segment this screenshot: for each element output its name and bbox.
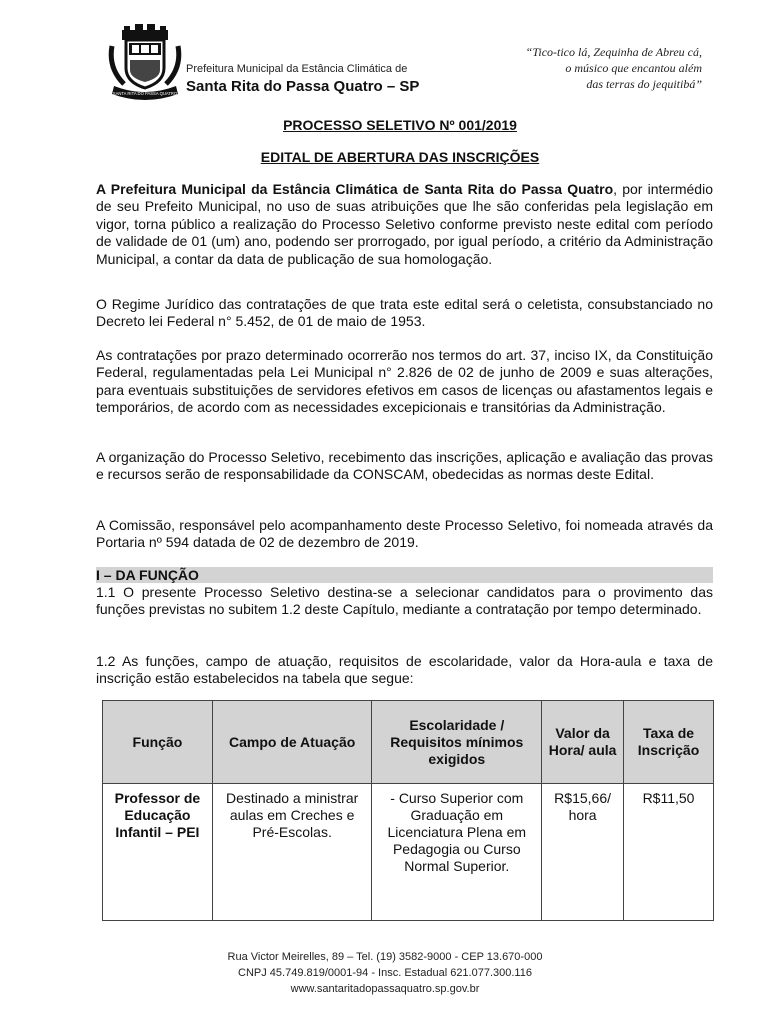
contratacoes-paragraph: As contratações por prazo determinado ocorrerão nos termos do art. 37, inciso IX, da Constituição Federal, regulamentadas pela Lei Municipal n° 2.826 de 02 de junho de 2009 e suas alterações, para eventuais substituições de servidores efetivos em casos de licenças ou afastamentos legais e temporários, de acordo com as necessidades excepicionais e transitórias da Administração. (96, 347, 713, 416)
intro-bold-lead: A Prefeitura Municipal da Estância Climática de Santa Rita do Passa Quatro (96, 181, 614, 197)
table-header: Valor da Hora/ aula (542, 701, 624, 784)
section-paragraph-1-1: 1.1 O presente Processo Seletivo destina-se a selecionar candidatos para o provimento das funções previstas no subitem 1.2 deste Capítulo, mediante a contratação por tempo determinado. (96, 584, 713, 618)
document-title: PROCESSO SELETIVO Nº 001/2019 (283, 117, 517, 133)
section-heading: I – DA FUNÇÃO (96, 567, 713, 583)
quote-line: “Tico-tico lá, Zequinha de Abreu cá, (525, 45, 702, 59)
table-header: Função (103, 701, 213, 784)
page-footer (0, 949, 770, 997)
table-header: Escolaridade / Requisitos mínimos exigidos (372, 701, 542, 784)
intro-rest: , por intermédio de seu Prefeito Municipal, no uso de suas atribuições que lhe são conferidas pela legislação em vigor, torna público a realização do Processo Seletivo conforme previsto neste edital com período de validade de 01 (um) ano, podendo ser prorrogado, por igual período, a critério da Administração Municipal, a contar da data de publicação de sua homologação. (96, 181, 713, 267)
intro-paragraph (96, 181, 713, 268)
cell-valor: R$15,66/ hora (542, 784, 624, 921)
footer-address: Rua Victor Meirelles, 89 – Tel. (19) 3582-9000 - CEP 13.670-000 (227, 951, 543, 963)
org-name-title: Santa Rita do Passa Quatro – SP (186, 78, 420, 95)
footer-website-link[interactable]: www.santaritadopassaquatro.sp.gov.br (290, 983, 480, 995)
table-row (103, 784, 714, 921)
crest-banner-text: SANTA RITA DO PASSA QUATRO (112, 91, 178, 96)
regime-paragraph: O Regime Jurídico das contratações de que trata este edital será o celetista, consubstanciado no Decreto lei Federal n° 5.452, de 01 de maio de 1953. (96, 296, 713, 330)
document-subtitle: EDITAL DE ABERTURA DAS INSCRIÇÕES (260, 149, 540, 165)
org-name-small: Prefeitura Municipal da Estância Climática de (186, 63, 408, 75)
section-paragraph-1-2: 1.2 As funções, campo de atuação, requisitos de escolaridade, valor da Hora-aula e taxa de inscrição estão estabelecidos na tabela que segue: (96, 653, 713, 687)
cell-taxa: R$11,50 (624, 784, 714, 921)
cell-funcao: Professor de Educação Infantil – PEI (103, 784, 213, 921)
table-header: Campo de Atuação (212, 701, 372, 784)
cell-escolaridade: - Curso Superior com Graduação em Licenciatura Plena em Pedagogia ou Curso Normal Superior. (372, 784, 542, 921)
municipal-crest-logo (106, 24, 184, 104)
header-quote (452, 44, 702, 92)
quote-line: o músico que encantou além (565, 61, 702, 75)
table-header: Taxa de Inscrição (624, 701, 714, 784)
comissao-paragraph: A Comissão, responsável pelo acompanhamento deste Processo Seletivo, foi nomeada através da Portaria nº 594 datada de 02 de dezembro de 2019. (96, 517, 713, 551)
organizacao-paragraph: A organização do Processo Seletivo, recebimento das inscrições, aplicação e avaliação das provas e recursos serão de responsabilidade da CONSCAM, obedecidas as normas deste Edital. (96, 449, 713, 483)
table-header-row (103, 701, 714, 784)
funcoes-table (102, 700, 714, 921)
cell-campo: Destinado a ministrar aulas em Creches e Pré-Escolas. (212, 784, 372, 921)
footer-registration: CNPJ 45.749.819/0001-94 - Insc. Estadual 621.077.300.116 (238, 967, 532, 979)
quote-line: das terras do jequitibá” (586, 77, 702, 91)
